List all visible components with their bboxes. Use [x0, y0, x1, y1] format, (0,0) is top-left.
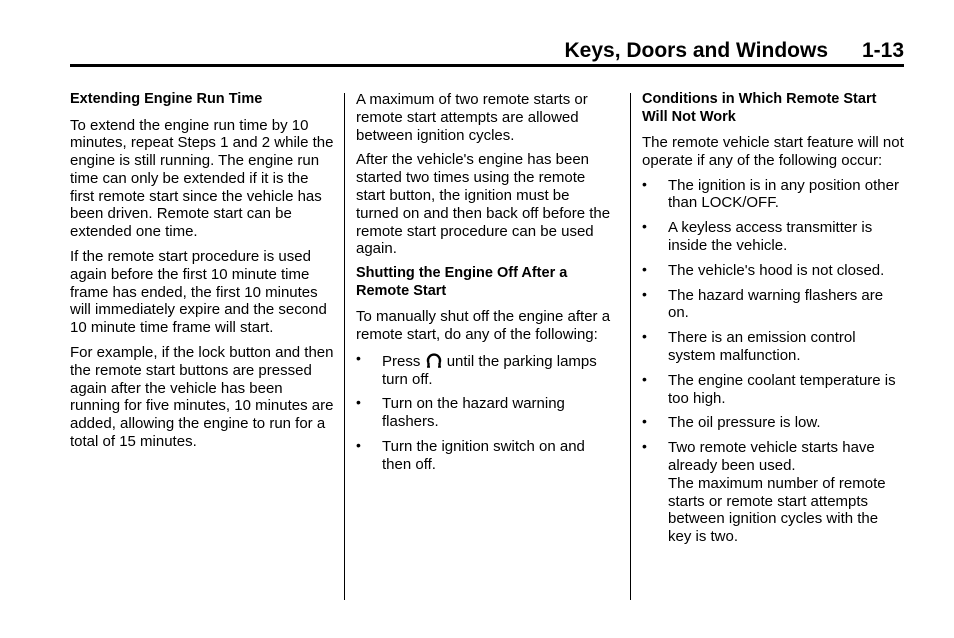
list-item-text-after: until the parking lamps turn off.: [382, 352, 597, 388]
list-item-text: Turn on the hazard warning flashers.: [382, 395, 565, 431]
list-item: [356, 395, 616, 431]
column-3: [642, 91, 904, 553]
paragraph: For example, if the lock button and then the remote start buttons are pressed again after the vehicle has been running for five minutes, 10 minutes are added, allowing the engine to run for a total of 15 minutes.: [70, 344, 334, 451]
heading-conditions-remote-start: Conditions in Which Remote Start Will Not Work: [642, 91, 877, 125]
header-rule: [70, 64, 904, 67]
bullet-icon: •: [642, 285, 647, 302]
column-divider-1: [344, 93, 345, 600]
bullet-icon: •: [356, 436, 361, 453]
list-item: [356, 438, 616, 474]
page-header: [70, 38, 904, 64]
list-item-text: The hazard warning flashers are on.: [668, 286, 884, 322]
paragraph: A maximum of two remote starts or remote start attempts are allowed between ignition cycles.: [356, 91, 588, 144]
bullet-icon: •: [642, 413, 647, 430]
list-item: [642, 329, 904, 365]
bullet-icon: •: [642, 175, 647, 192]
paragraph: To extend the engine run time by 10 minutes, repeat Steps 1 and 2 while the engine is still running. The engine run time can only be extended if it is the first remote start since the vehicle has been driven. Remote start can be extended one time.: [70, 116, 334, 241]
bullet-icon: •: [642, 260, 647, 277]
page-number: 1-13: [861, 39, 904, 62]
list-item-text: The ignition is in any position other than LOCK/OFF.: [668, 176, 899, 212]
column-2: [356, 91, 616, 481]
paragraph: If the remote start procedure is used again before the first 10 minute time frame has ended, the first 10 minutes will immediately expire and the second 10 minute time frame will start.: [70, 248, 327, 337]
paragraph: To manually shut off the engine after a remote start, do any of the following:: [356, 308, 611, 343]
section-title: Keys, Doors and Windows: [564, 39, 828, 62]
list-item: [642, 372, 904, 408]
list-item: [642, 414, 904, 432]
list-item-text: The engine coolant temperature is too high.: [668, 371, 896, 407]
list-item: [642, 177, 904, 213]
remote-start-icon: [425, 351, 443, 369]
list-item-text-before: Press: [382, 352, 421, 370]
list-item: [642, 262, 904, 280]
bullet-icon: •: [642, 370, 647, 387]
list-item-text: The vehicle's hood is not closed.: [668, 261, 885, 279]
column-divider-2: [630, 93, 631, 600]
column-1: [70, 91, 336, 458]
heading-shutting-engine-off: Shutting the Engine Off After a Remote Start: [356, 265, 568, 299]
paragraph: The remote vehicle start feature will not operate if any of the following occur:: [642, 134, 904, 169]
conditions-bullet-list: [642, 177, 904, 546]
list-item: [356, 351, 616, 389]
list-item-text: A keyless access transmitter is inside the vehicle.: [668, 219, 873, 254]
list-item: [642, 287, 904, 323]
bullet-icon: •: [642, 438, 647, 455]
shutoff-bullet-list: [356, 351, 616, 474]
bullet-icon: •: [356, 349, 361, 366]
bullet-icon: •: [642, 218, 647, 235]
list-item-text: Two remote vehicle starts have already been used.: [668, 439, 875, 474]
list-item-text: The oil pressure is low.: [668, 414, 821, 432]
bullet-icon: •: [356, 394, 361, 411]
list-item-text: There is an emission control system malfunction.: [668, 329, 856, 364]
list-item: [642, 439, 904, 546]
bullet-icon: •: [642, 328, 647, 345]
list-item-text: Turn the ignition switch on and then off.: [382, 437, 585, 473]
list-item-note: The maximum number of remote starts or remote start attempts between ignition cycles with the key is two.: [668, 474, 886, 546]
paragraph: After the vehicle's engine has been started two times using the remote start button, the ignition must be turned on and then back off before the remote start procedure can be used again.: [356, 151, 611, 258]
heading-extending-engine-run-time: Extending Engine Run Time: [70, 91, 263, 107]
list-item: [642, 219, 904, 255]
